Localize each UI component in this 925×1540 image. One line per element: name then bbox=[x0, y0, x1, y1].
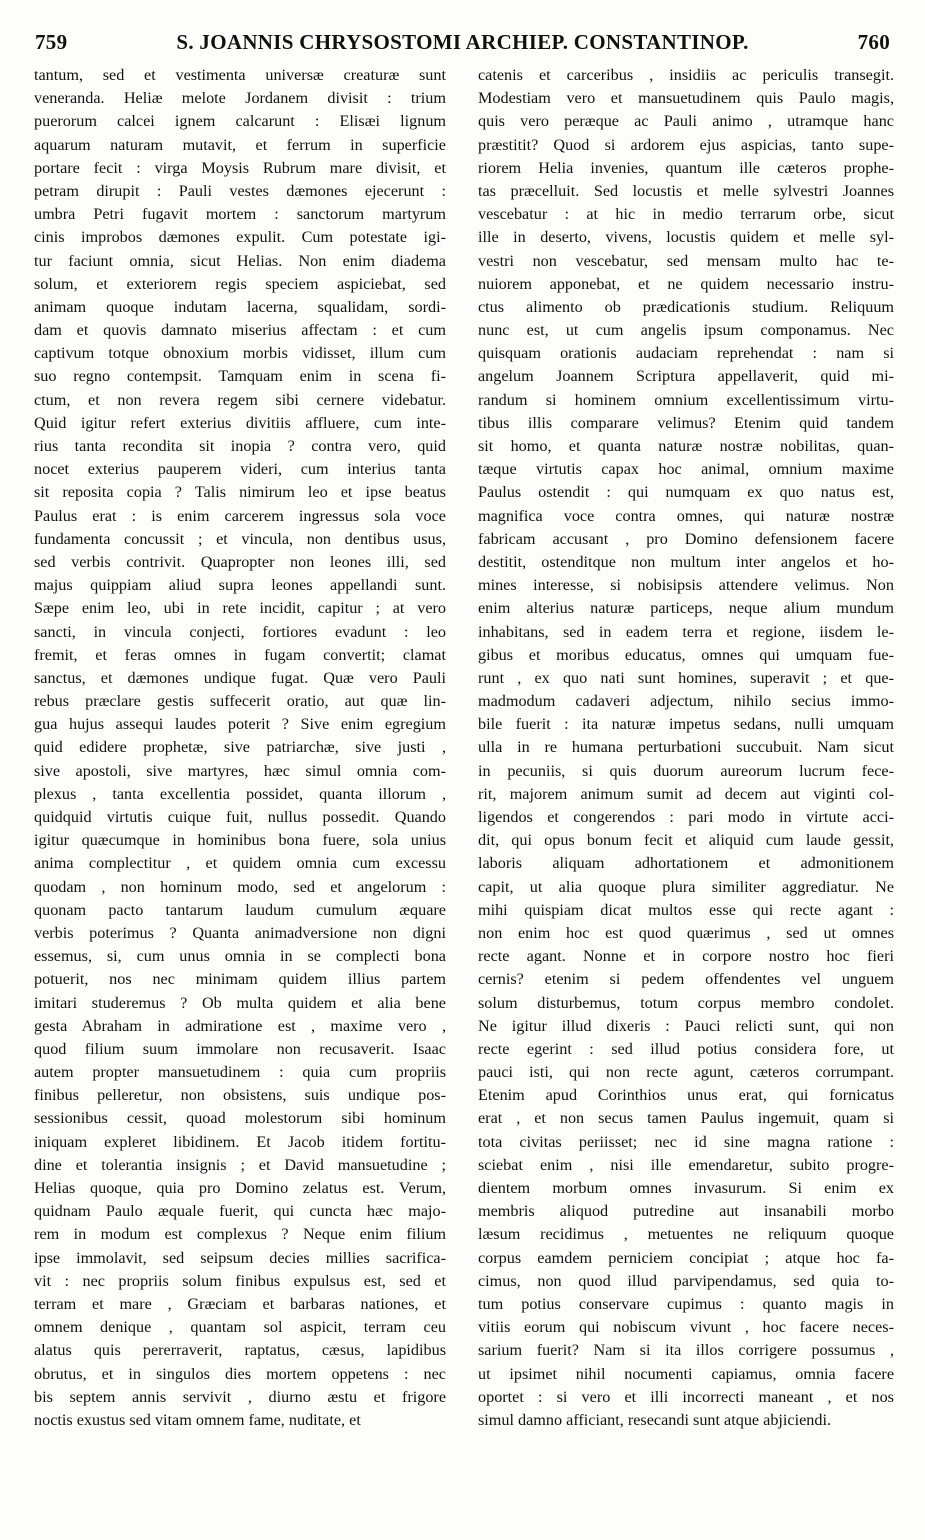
text-line: petram dirupit : Pauli vestes dæmones ejecerunt : bbox=[34, 181, 446, 200]
text-line: membris aliquod putredine aut insanabili morbo bbox=[478, 1202, 894, 1221]
text-line: læsum recidimus , metuentes ne reliquum quoque bbox=[478, 1225, 894, 1244]
text-line: gibus et moribus educatus, omnes qui umquam fue- bbox=[478, 645, 894, 664]
text-line: sit reposita copia ? Talis nimirum leo et ipse beatus bbox=[34, 483, 446, 502]
text-line: pauci isti, qui non recte agunt, cæteros corrumpant. bbox=[478, 1063, 894, 1082]
text-line: bile fuerit : ita naturæ impetus sedans, nulli umquam bbox=[478, 715, 894, 734]
text-line: randum si hominem omnium excellentissimum virtu- bbox=[478, 390, 894, 409]
text-line: madmodum cadaveri adjectum, nihilo secius immo- bbox=[478, 692, 894, 711]
text-line: rius tanta recondita sit inopia ? contra vero, quid bbox=[34, 437, 446, 455]
text-line: dam et quovis damnato miserius affectam : et cum bbox=[34, 321, 446, 340]
text-line: vit : nec propriis solum finibus expulsus est, sed et bbox=[34, 1271, 446, 1290]
text-line: ut ipsimet nihil nocumenti capiamus, omnia facere bbox=[478, 1364, 894, 1383]
text-line: laboris aliquam adhortationem et admonitionem bbox=[478, 854, 894, 873]
text-line: recte egerint : sed illud potius considera fore, ut bbox=[478, 1039, 894, 1058]
page-number-left: 759 bbox=[35, 30, 68, 54]
right-text-column bbox=[478, 64, 894, 1432]
text-line: puerorum calcei ignem calcarunt : Elisæi lignum bbox=[34, 112, 446, 131]
text-line: ligendos et congerendos : pari modo in virtute acci- bbox=[478, 808, 894, 826]
text-line: noctis exustus sed vitam omnem fame, nuditate, et bbox=[34, 1410, 361, 1429]
text-line: riorem Helia invenies, quantum ille cæteros prophe- bbox=[478, 158, 894, 177]
text-line: gesta Abraham in admiratione est , maxime vero , bbox=[34, 1016, 446, 1035]
text-line: imitari studeremus ? Ob multa quidem et alia bene bbox=[34, 993, 446, 1012]
text-line: essemus, si, cum unus omnia in se complecti bona bbox=[34, 947, 446, 966]
text-line: autem propter mansuetudinem : quia cum propriis bbox=[34, 1063, 446, 1082]
text-line: magnifica voce contra omnes, qui naturæ nostræ bbox=[478, 506, 894, 525]
text-line: animam quoque indutam lacerna, squalidam, sordi- bbox=[34, 297, 446, 316]
text-line: Etenim apud Corinthios unus erat, qui fornicatus bbox=[478, 1086, 894, 1105]
text-line: obrutus, et in singulos dies mortem oppetens : nec bbox=[34, 1364, 446, 1383]
text-line: sciebat enim , nisi ille emendaretur, subito progre- bbox=[478, 1155, 894, 1174]
text-line: sessionibus cessit, quoad molestorum sibi hominum bbox=[34, 1109, 446, 1128]
text-line: cinis improbos dæmones expulit. Cum potestate igi- bbox=[34, 228, 446, 247]
text-line: ulla in re humana perturbationi succubuit. Nam sicut bbox=[478, 738, 894, 757]
text-line: corpus eamdem perniciem concipiat ; atque hoc fa- bbox=[478, 1248, 894, 1267]
text-line: captivum totque obnoxium morbis vidisset, illum cum bbox=[34, 344, 446, 363]
text-line: terram et mare , Græciam et barbaras nationes, et bbox=[34, 1294, 446, 1313]
text-line: Paulus ostendit : qui numquam ex quo natus est, bbox=[478, 483, 894, 502]
text-line: sive apostoli, sive martyres, hæc simul omnia com- bbox=[34, 761, 446, 780]
text-line: rebus præclare gestis suffecerit oratio, aut quæ lin- bbox=[34, 692, 446, 711]
text-line: vescebatur : at hic in medio terrarum orbe, sicut bbox=[478, 205, 894, 224]
text-line: inhabitans, sed in eadem terra et regione, iisdem le- bbox=[478, 622, 894, 641]
text-line: fremit, et feras omnes in fugam convertit; clamat bbox=[34, 645, 446, 664]
text-line: mihi quispiam dicat multos esse qui recte agant : bbox=[478, 900, 894, 919]
text-line: capit, ut alia quoque plura similiter aggrediatur. Ne bbox=[478, 877, 894, 896]
text-line: oportet : si vero et illi incorrecti maneant , et nos bbox=[478, 1387, 894, 1406]
text-line: quidquid virtutis cuique fuit, nullus possedit. Quando bbox=[34, 808, 446, 826]
text-line: ille in deserto, vivens, locustis quidem et melle syl- bbox=[478, 228, 894, 247]
text-line: sarium fuerit? Nam si ita illos corrigere possumus , bbox=[478, 1341, 894, 1360]
text-line: finibus pelleretur, non obsistens, suis undique pos- bbox=[34, 1086, 446, 1105]
text-line: tota civitas periisset; nec id sine magna ratione : bbox=[478, 1132, 894, 1151]
running-title: S. JOANNIS CHRYSOSTOMI ARCHIEP. CONSTANTINOP. bbox=[176, 30, 749, 54]
text-line: aquarum naturam mutavit, et ferrum in superficie bbox=[34, 135, 446, 154]
text-line: Ne igitur illud dixeris : Pauci relicti sunt, qui non bbox=[478, 1016, 894, 1035]
text-line: quonam pacto tantarum laudum cumulum æquare bbox=[34, 900, 446, 919]
text-line: ctum, et non revera regem sibi cernere videbatur. bbox=[34, 390, 446, 409]
text-line: Paulus erat : is enim carcerem ingressus sola voce bbox=[34, 506, 446, 525]
text-line: fabricam accusant , pro Domino defensionem facere bbox=[478, 529, 894, 548]
text-line: solum disturbemus, totum corpus membro condolet. bbox=[478, 993, 894, 1012]
running-header bbox=[30, 30, 895, 64]
text-line: Sæpe enim leo, ubi in rete incidit, capitur ; at vero bbox=[34, 599, 446, 618]
text-line: Modestiam vero et mansuetudinem quis Paulo magis, bbox=[478, 89, 894, 108]
text-line: sancti, in vincula conjecti, fortiores evadunt : leo bbox=[34, 622, 446, 641]
text-line: tæque virtutis capax hoc animal, omnium maxime bbox=[478, 460, 894, 479]
text-line: solum, et exteriorem regis speciem aspiciebat, sed bbox=[34, 274, 446, 293]
text-line: veneranda. Heliæ melote Jordanem divisit : trium bbox=[34, 89, 446, 108]
text-line: rit, majorem animum sumit ad decem aut viginti col- bbox=[478, 784, 894, 803]
text-line: erat , et non secus tamen Paulus ingemuit, quam si bbox=[478, 1109, 894, 1128]
text-line: bis septem annis servivit , diurno æstu et frigore bbox=[34, 1387, 446, 1406]
text-line: portare fecit : virga Moysis Rubrum mare divisit, et bbox=[34, 158, 446, 177]
text-line: tibus illis comparare velimus? Etenim quid tandem bbox=[478, 413, 894, 432]
text-line: quisquam orationis audaciam reprehendat : nam si bbox=[478, 344, 894, 363]
text-line: vitiis eorum qui nobiscum vivunt , hoc facere neces- bbox=[478, 1318, 894, 1337]
text-line: ipse immolavit, sed seipsum decies millies sacrifica- bbox=[34, 1248, 446, 1267]
text-line: quodam , non hominum modo, sed et angelorum : bbox=[34, 877, 446, 896]
text-line: tur faciunt omnia, sicut Helias. Non enim diadema bbox=[34, 251, 446, 270]
text-line: angelum Joannem Scriptura appellaverit, quid mi- bbox=[478, 367, 894, 386]
text-line: rem in modum est complexus ? Neque enim filium bbox=[34, 1225, 446, 1244]
text-line: potuerit, nos nec minimam quidem illius partem bbox=[34, 970, 446, 989]
text-line: mines interesse, si nobisipsis attendere velimus. Non bbox=[478, 576, 894, 595]
text-line: nuiorem apponebat, et ne quidem necessario instru- bbox=[478, 274, 894, 293]
left-text-column bbox=[34, 64, 446, 1432]
text-line: quod filium suum immolare non recusaverit. Isaac bbox=[34, 1039, 446, 1058]
text-line: catenis et carceribus , insidiis ac periculis transegit. bbox=[478, 66, 894, 84]
text-line: quid edidere prophetæ, sive patriarchæ, sive justi , bbox=[34, 738, 446, 757]
text-line: iniquam expleret libidinem. Et Jacob itidem fortitu- bbox=[34, 1132, 446, 1151]
text-line: igitur quæcumque in hominibus bona fuere, sola unius bbox=[34, 831, 446, 850]
text-line: quidnam Paulo æquale fuerit, qui cuncta hæc majo- bbox=[34, 1202, 446, 1221]
text-line: suo regno contempsit. Tamquam enim in scena fi- bbox=[34, 367, 446, 386]
text-line: Helias quoque, quia pro Domino zelatus est. Verum, bbox=[34, 1179, 446, 1197]
text-line: enim alterius naturæ particeps, neque alium mundum bbox=[478, 599, 894, 618]
text-line: nunc est, ut cum angelis ipsum componamus. Nec bbox=[478, 321, 894, 340]
text-line: nocet exterius pauperem videri, cum interius tanta bbox=[34, 460, 446, 479]
text-line: cernis? etenim si pedem offendentes vel unguem bbox=[478, 970, 894, 989]
text-line: sed verbis contrivit. Quapropter non leones illi, sed bbox=[34, 552, 446, 571]
text-line: tas præcelluit. Sed locustis et melle sylvestri Joannes bbox=[478, 181, 894, 200]
text-line: vestri non vescebatur, sed mensam multo hac te- bbox=[478, 251, 894, 270]
text-line: runt , ex quo nati sunt homines, superavit ; et que- bbox=[478, 668, 894, 687]
text-line: præstitit? Quod si ardorem ejus aspicias, tanto supe- bbox=[478, 135, 894, 154]
text-line: dit, qui opus bonum fecit et aliquid cum laude gessit, bbox=[478, 831, 894, 850]
text-line: anima complectitur , et quidem omnia cum excessu bbox=[34, 854, 446, 873]
page-number-right: 760 bbox=[857, 30, 890, 54]
text-line: recte agant. Nonne et in corpore nostro hoc fieri bbox=[478, 947, 894, 966]
text-line: dientem morbum omnes invasurum. Si enim ex bbox=[478, 1179, 894, 1197]
text-line: cimus, non quod illud parvipendamus, sed quia to- bbox=[478, 1271, 894, 1290]
text-line: simul damno afficiant, resecandi sunt atque abjiciendi. bbox=[478, 1410, 832, 1429]
text-line: Quid igitur refert exterius divitiis affluere, cum inte- bbox=[34, 413, 446, 432]
text-line: ctus alimento ob prædicationis studium. Reliquum bbox=[478, 297, 894, 316]
text-line: majus quippiam aliud supra leones appellandi sunt. bbox=[34, 576, 446, 595]
text-line: sanctus, et dæmones undique fugat. Quæ vero Pauli bbox=[34, 668, 446, 687]
text-line: destitit, ostenditque non multum inter angelos et ho- bbox=[478, 552, 894, 571]
text-line: quis vero peræque ac Pauli animo , utramque hanc bbox=[478, 112, 894, 131]
text-line: alatus quis pererraverit, raptatus, cæsus, lapidibus bbox=[34, 1341, 446, 1360]
text-line: fundamenta concussit ; et vincula, non dentibus usus, bbox=[34, 529, 446, 548]
text-line: verbis poterimus ? Quanta animadversione non digni bbox=[34, 923, 446, 942]
text-line: tum potius conservare cupimus : quanto magis in bbox=[478, 1294, 894, 1313]
text-line: omnem denique , quantam sol aspicit, terram ceu bbox=[34, 1318, 446, 1337]
text-line: non enim hoc est quod quærimus , sed ut omnes bbox=[478, 923, 894, 942]
text-line: umbra Petri fugavit mortem : sanctorum martyrum bbox=[34, 205, 446, 224]
text-line: gua hujus assequi laudes poterit ? Sive enim egregium bbox=[34, 715, 446, 734]
text-line: sit homo, et quanta naturæ nostræ nobilitas, quan- bbox=[478, 437, 894, 455]
text-line: tantum, sed et vestimenta universæ creaturæ sunt bbox=[34, 66, 446, 84]
text-line: plexus , tanta excellentia possidet, quanta illorum , bbox=[34, 784, 446, 803]
text-line: dine et tolerantia insignis ; et David mansuetudine ; bbox=[34, 1155, 446, 1174]
text-line: in pecuniis, si quis duorum aureorum lucrum fece- bbox=[478, 761, 894, 780]
